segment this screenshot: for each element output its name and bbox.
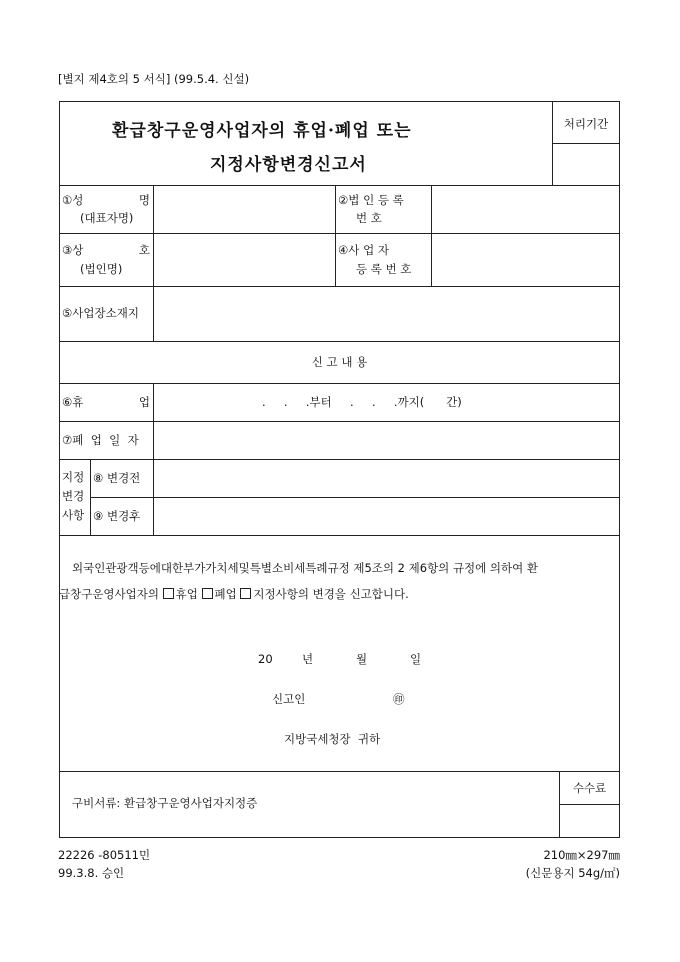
- change-group-label-3: 사항: [62, 508, 85, 522]
- date-day-label: 일: [410, 652, 422, 666]
- closure-date-label: ⑦폐 업 일 자: [62, 433, 139, 447]
- name-label-2: 명: [138, 193, 150, 207]
- change-checkbox[interactable]: [240, 588, 251, 599]
- representative-label: (대표자명): [80, 211, 134, 225]
- date-century: 20: [258, 652, 273, 666]
- paper-size: 210㎜×297㎜: [543, 848, 620, 862]
- trade-name-label: ③상: [62, 243, 84, 257]
- declaration-line-1: 외국인관광객등에대한부가가치세및특별소비세특례규정 제5조의 2 제6항의 규정에 의하여 환: [72, 561, 539, 575]
- before-change-label: ⑧ 변경전: [93, 471, 141, 485]
- date-year-label: 년: [302, 652, 314, 666]
- reporter-label: 신고인: [272, 692, 306, 706]
- suspension-label: ⑥휴: [62, 395, 84, 409]
- approval-date: 99.3.8. 승인: [58, 866, 125, 880]
- rule-1: [59, 185, 620, 186]
- col-label-divider-top: [153, 185, 154, 341]
- rule-5: [59, 383, 620, 384]
- rule-2: [59, 233, 620, 234]
- trade-name-label-2: 호: [138, 243, 150, 257]
- biz-reg-label: ④사 업 자: [338, 243, 389, 257]
- suspension-checkbox[interactable]: [163, 588, 174, 599]
- date-month-label: 월: [356, 652, 368, 666]
- rule-6: [59, 421, 620, 422]
- fee-label: 수수료: [572, 781, 607, 795]
- rule-4: [59, 341, 620, 342]
- change-group-divider: [90, 459, 91, 535]
- rule-9: [59, 535, 620, 536]
- rule-3: [59, 286, 620, 287]
- suspension-label-2: 업: [138, 395, 150, 409]
- paper-weight: (신문용지 54g/㎡): [525, 866, 620, 880]
- attachments-text: 구비서류: 환급창구운영사업자지정증: [72, 796, 258, 810]
- name-label: ①성: [62, 193, 84, 207]
- change-group-label-1: 지정: [62, 470, 85, 484]
- change-group-label-2: 변경: [62, 489, 85, 503]
- fee-divider-h: [559, 804, 620, 805]
- col-label-divider-bottom: [153, 383, 154, 459]
- report-heading: 신 고 내 용: [311, 355, 368, 369]
- change-option: 지정사항의: [253, 587, 309, 601]
- processing-period-label: 처리기간: [563, 117, 609, 131]
- addressee: 지방국세청장 귀하: [284, 732, 381, 746]
- rule-10: [59, 771, 620, 772]
- form-label: [별지 제4호의 5 서식] (99.5.4. 신설): [58, 72, 250, 86]
- declaration-suffix: 변경을 신고합니다.: [312, 587, 409, 601]
- processing-divider-h: [552, 143, 620, 144]
- change-label-divider: [153, 459, 154, 535]
- title-line-2: 지정사항변경신고서: [210, 155, 367, 175]
- corp-reg-label: ②법 인 등 록: [338, 193, 404, 207]
- title-line-1: 환급창구운영사업자의 휴업·폐업 또는: [112, 121, 412, 141]
- form-code: 22226 -80511민: [58, 848, 151, 862]
- col-mid-divider-right: [431, 185, 432, 286]
- after-change-label: ⑨ 변경후: [93, 509, 141, 523]
- rule-7: [59, 459, 620, 460]
- declaration-line-2: [59, 587, 409, 602]
- corp-reg-number-label: 번 호: [356, 211, 382, 225]
- biz-reg-number-label: 등 록 번 호: [356, 262, 412, 276]
- closure-option: 폐업: [214, 587, 237, 601]
- col-mid-divider-left: [335, 185, 336, 286]
- seal-mark: ㊞: [393, 692, 405, 706]
- rule-8: [90, 497, 620, 498]
- corp-name-label: (법인명): [80, 262, 123, 276]
- suspension-period: . . .부터 . . .까지( 간): [262, 395, 462, 409]
- suspension-option: 휴업: [175, 587, 198, 601]
- form-border: [59, 101, 620, 838]
- declaration-prefix: 급창구운영사업자의: [59, 587, 159, 601]
- closure-checkbox[interactable]: [202, 588, 213, 599]
- location-label: ⑤사업장소재지: [62, 306, 139, 320]
